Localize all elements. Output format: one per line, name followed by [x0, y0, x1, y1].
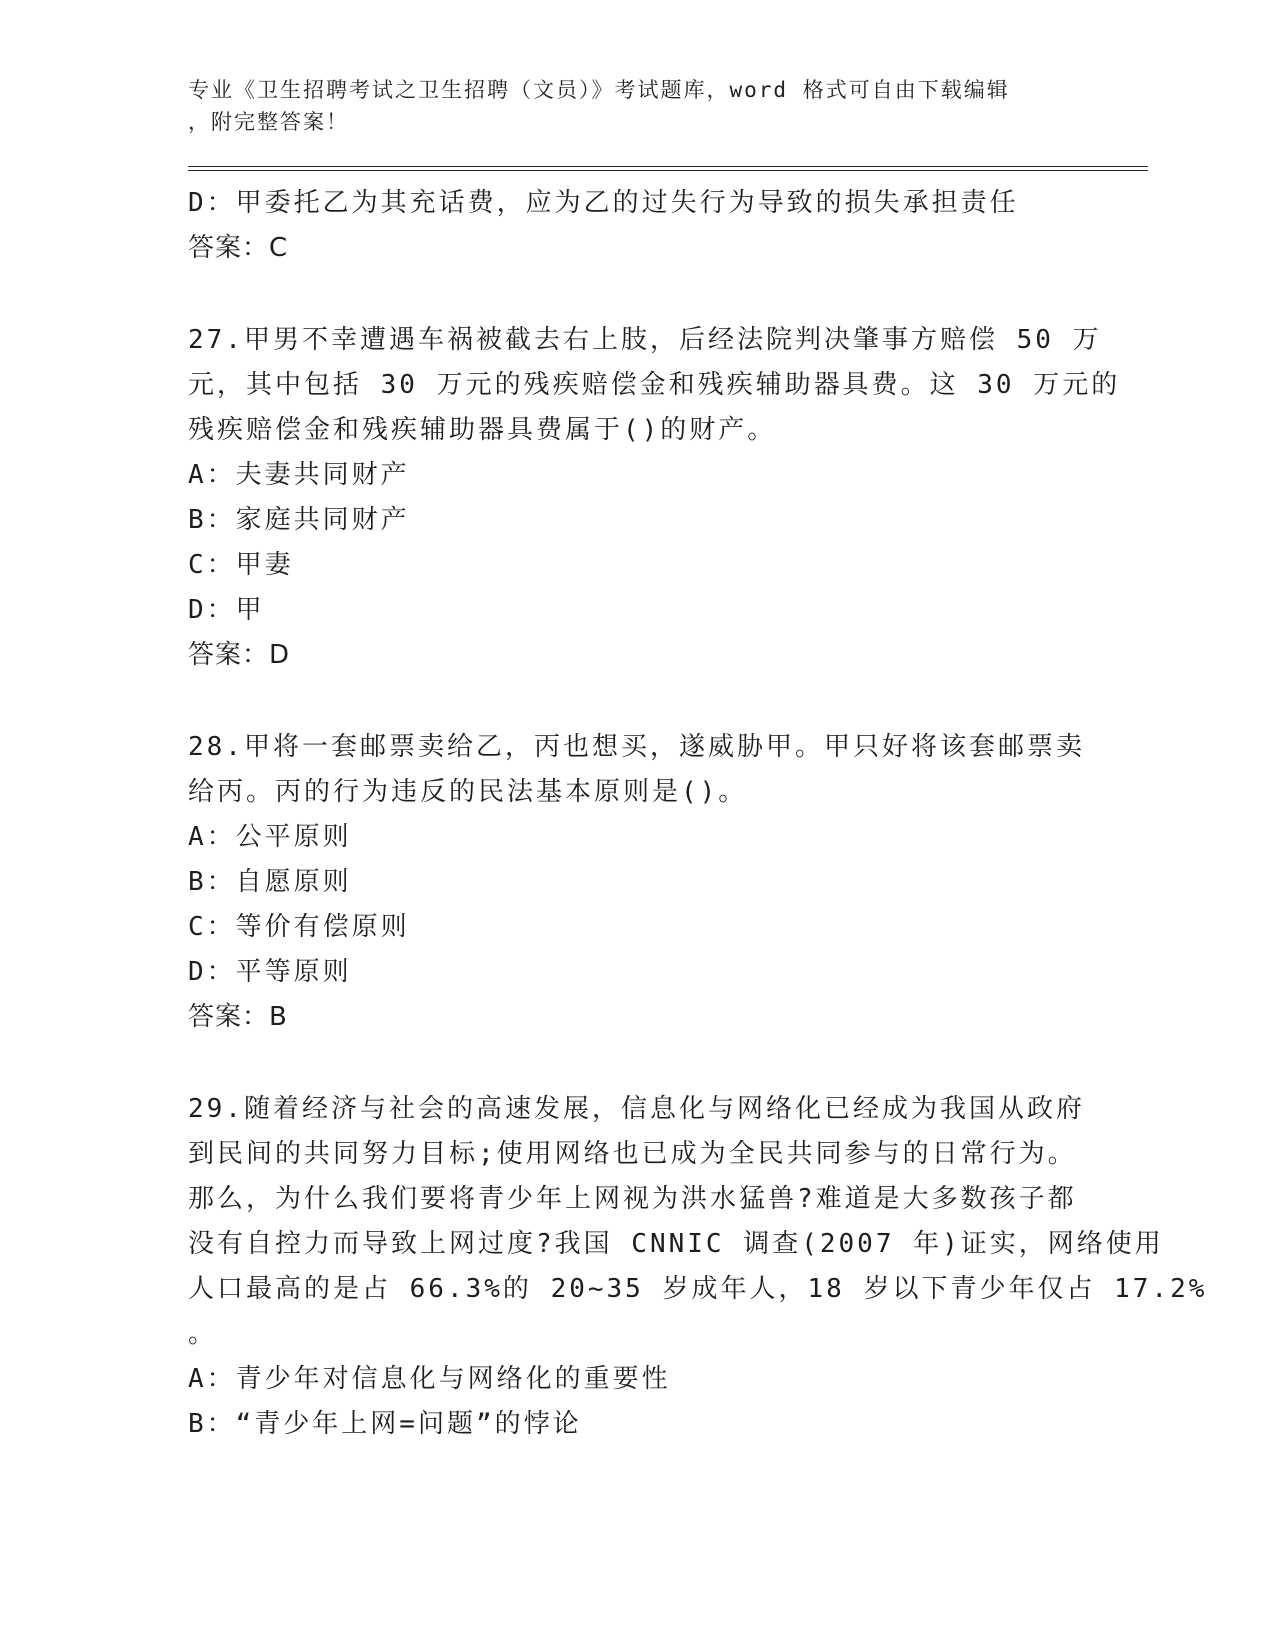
option-c: C：等价有偿原则 [188, 912, 410, 942]
previous-question-tail [188, 181, 1148, 271]
option-a: A：公平原则 [188, 822, 352, 852]
question-stem-line: 。 [188, 1319, 218, 1349]
question-stem-line: 27.甲男不幸遭遇车祸被截去右上肢，后经法院判决肇事方赔偿 50 万 [188, 325, 1102, 355]
option-b: B：“青少年上网=问题”的悖论 [188, 1409, 582, 1439]
question-stem-line: 28.甲将一套邮票卖给乙，丙也想买，遂威胁甲。甲只好将该套邮票卖 [188, 732, 1085, 762]
document-page [188, 74, 1208, 1447]
answer: 答案：C [188, 233, 289, 263]
header-line-1: 专业《卫生招聘考试之卫生招聘（文员）》考试题库，word 格式可自由下载编辑 [188, 78, 1010, 102]
question-stem-line: 没有自控力而导致上网过度?我国 CNNIC 调查(2007 年)证实，网络使用 [188, 1229, 1164, 1259]
option-a: A：青少年对信息化与网络化的重要性 [188, 1364, 671, 1394]
answer: 答案：B [188, 1002, 288, 1032]
option-b: B：家庭共同财产 [188, 505, 410, 535]
option-c: C：甲妻 [188, 550, 294, 580]
option-d: D：甲 [188, 595, 265, 625]
answer: 答案：D [188, 640, 291, 670]
question-27 [188, 318, 1148, 678]
question-stem-line: 29.随着经济与社会的高速发展，信息化与网络化已经成为我国从政府 [188, 1094, 1085, 1124]
question-stem-line: 给丙。丙的行为违反的民法基本原则是()。 [188, 777, 748, 807]
question-stem-line: 残疾赔偿金和残疾辅助器具费属于()的财产。 [188, 415, 777, 445]
option-a: A：夫妻共同财产 [188, 460, 410, 490]
question-28 [188, 725, 1148, 1040]
document-body [188, 181, 1208, 1447]
question-stem-line: 那么，为什么我们要将青少年上网视为洪水猛兽?难道是大多数孩子都 [188, 1184, 1077, 1214]
question-29 [188, 1087, 1208, 1447]
question-stem-line: 元，其中包括 30 万元的残疾赔偿金和残疾辅助器具费。这 30 万元的 [188, 370, 1121, 400]
option-b: B：自愿原则 [188, 867, 352, 897]
header-line-2: ，附完整答案！ [188, 110, 349, 134]
header-divider [188, 166, 1148, 171]
option-d: D：平等原则 [188, 957, 352, 987]
document-header [188, 74, 1148, 138]
question-stem-line: 到民间的共同努力目标;使用网络也已成为全民共同参与的日常行为。 [188, 1139, 1077, 1169]
question-stem-line: 人口最高的是占 66.3%的 20~35 岁成年人，18 岁以下青少年仅占 17.2% [188, 1274, 1208, 1304]
option-d: D：甲委托乙为其充话费，应为乙的过失行为导致的损失承担责任 [188, 188, 1019, 218]
